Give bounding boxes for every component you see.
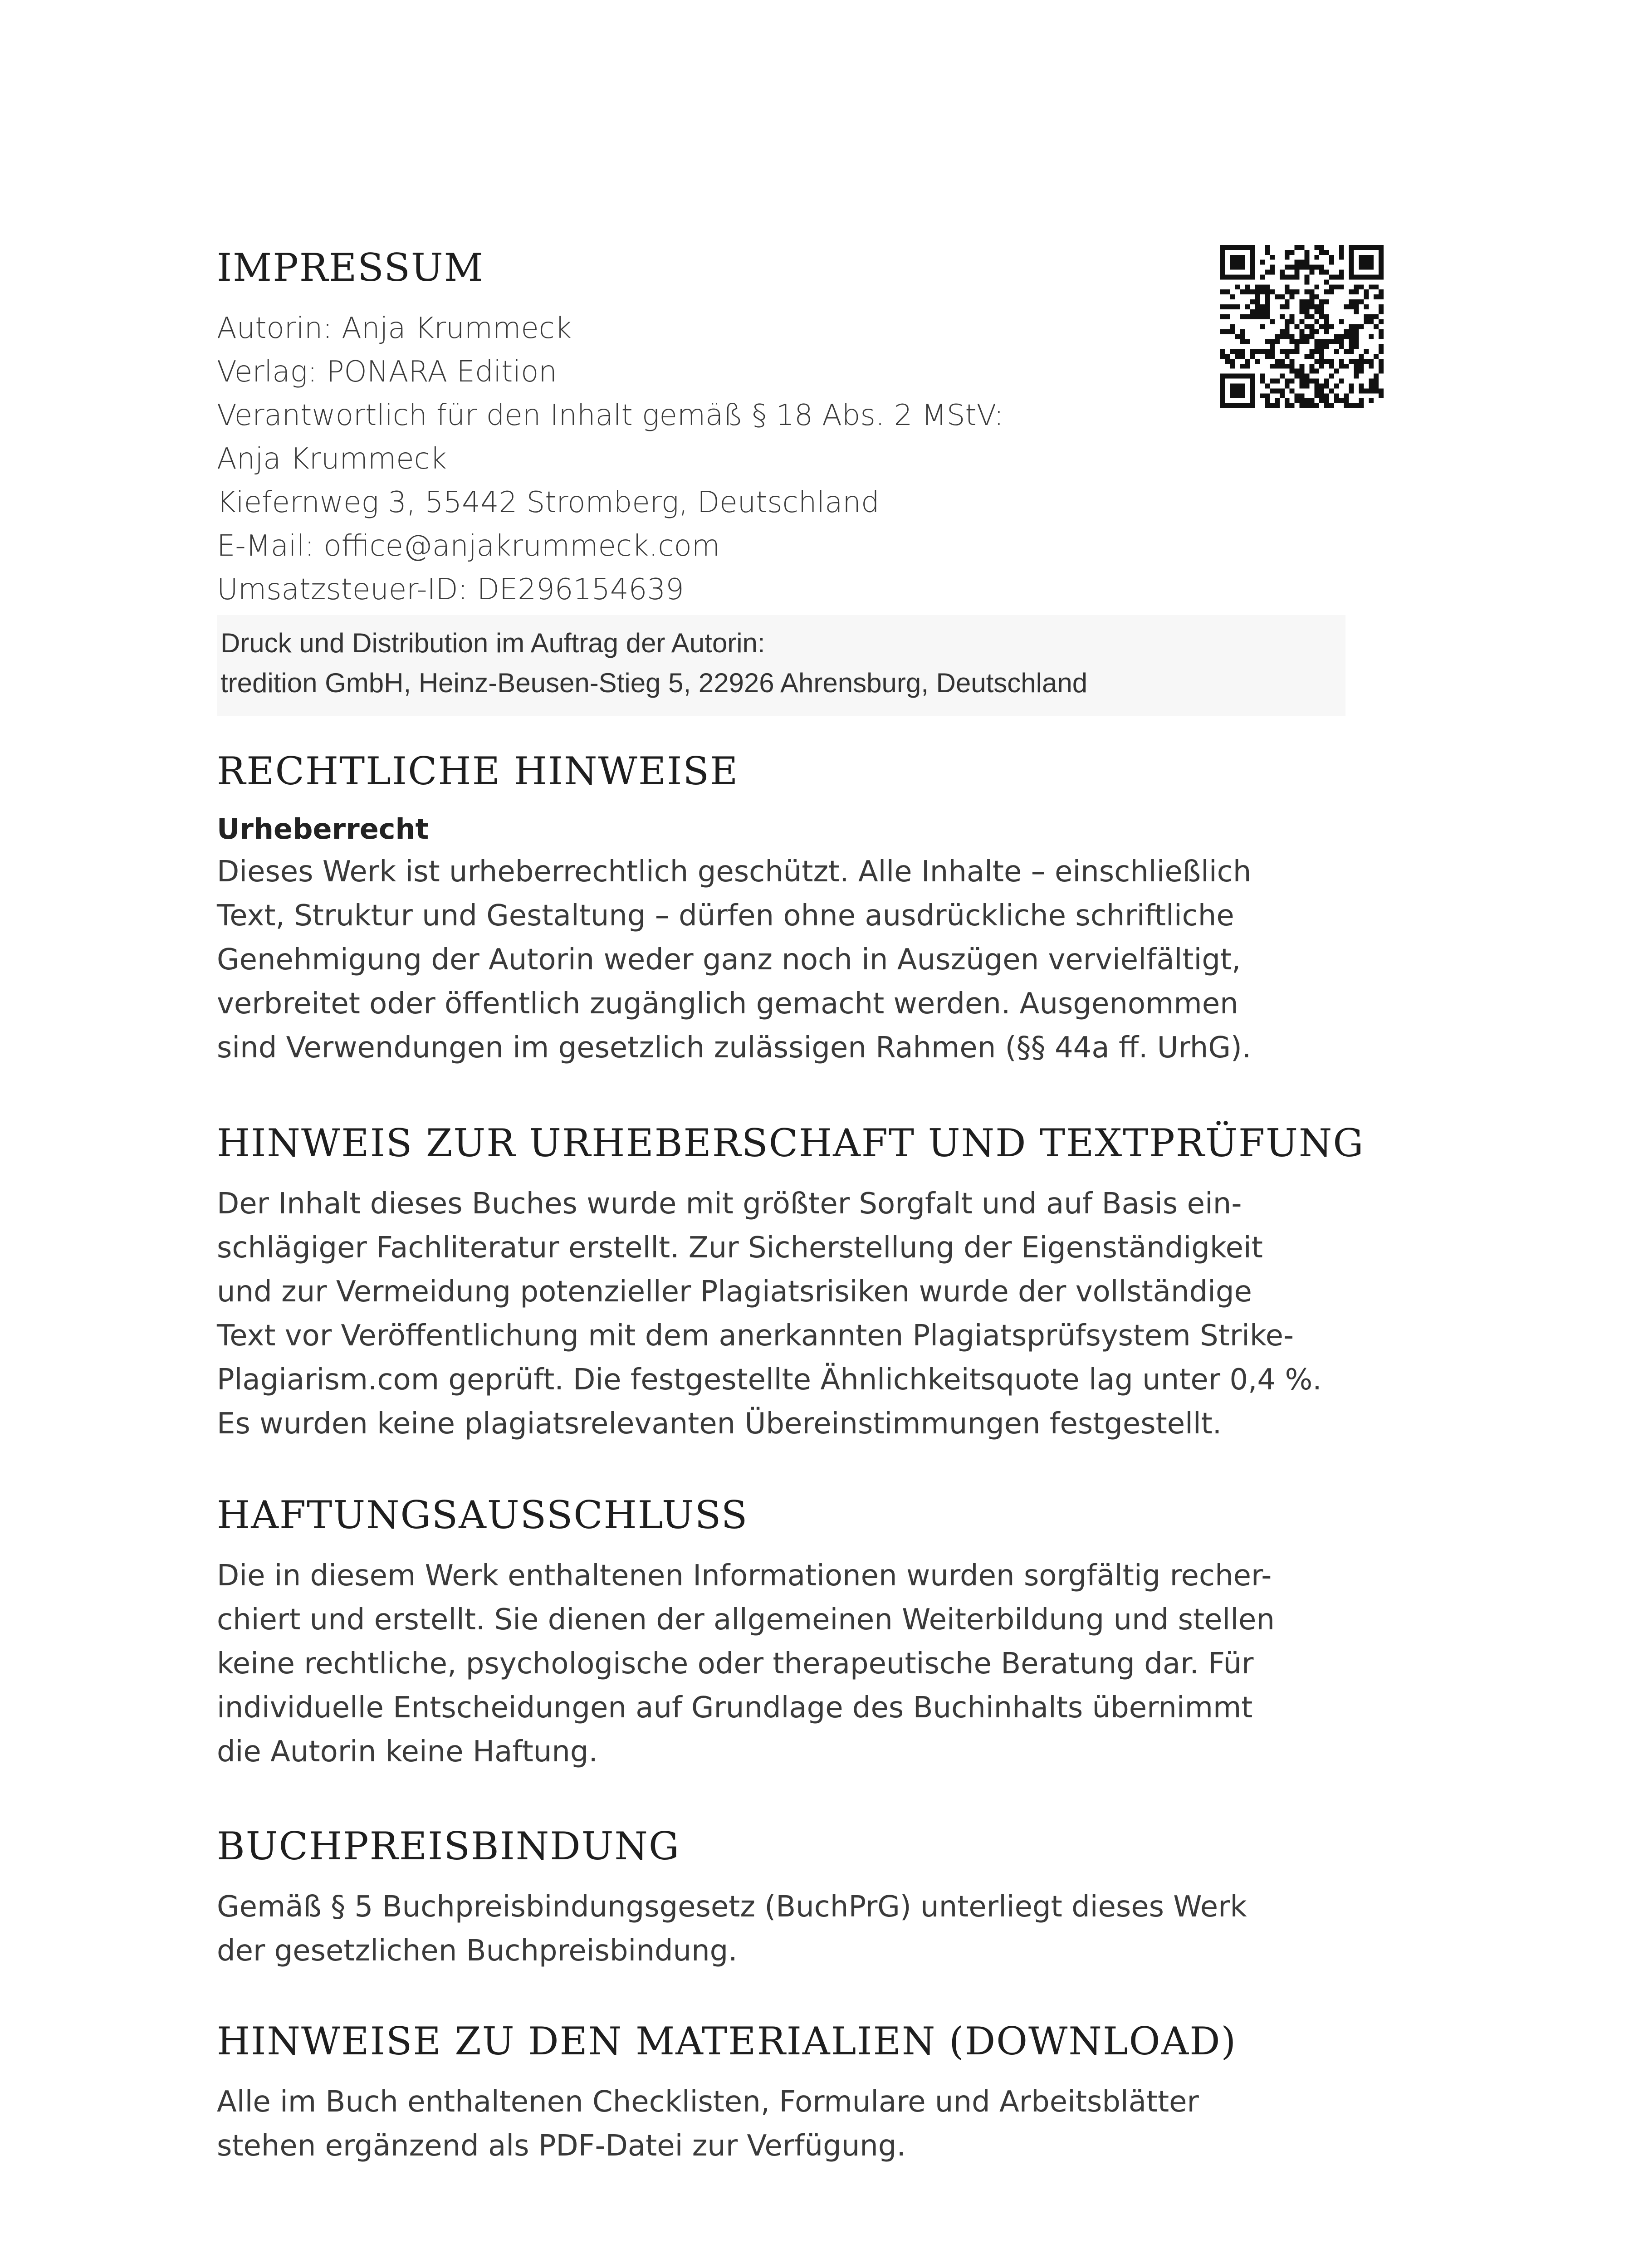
paragraph-line: Text, Struktur und Gestaltung – dürfen ohne ausdrückliche schriftliche [217, 899, 1234, 933]
book-price-section [217, 1819, 1247, 1973]
book-price-paragraph [217, 1885, 1247, 1973]
print-company-line: tredition GmbH, Heinz-Beusen-Stieg 5, 22926 Ahrensburg, Deutschland [220, 668, 1088, 698]
paragraph-line: schlägiger Fachliteratur erstellt. Zur Sicherstellung der Eigenständigkeit [217, 1231, 1263, 1265]
impressum-heading: IMPRESSUM [217, 245, 484, 290]
paragraph-line: Der Inhalt dieses Buches wurde mit größter Sorgfalt und auf Basis ein- [217, 1187, 1242, 1221]
paragraph-line: stehen ergänzend als PDF-Datei zur Verfügung. [217, 2129, 906, 2163]
vat-id-line: Umsatzsteuer-ID: DE296154639 [217, 573, 684, 606]
impressum-section [217, 240, 1345, 716]
legal-notes-heading: RECHTLICHE HINWEISE [217, 749, 739, 793]
paragraph-line: chiert und erstellt. Sie dienen der allgemeinen Weiterbildung und stellen [217, 1603, 1275, 1637]
paragraph-line: der gesetzlichen Buchpreisbindung. [217, 1934, 738, 1968]
disclaimer-section [217, 1488, 1275, 1774]
legal-notes-section [217, 744, 1251, 1070]
paragraph-line: Die in diesem Werk enthaltenen Informationen wurden sorgfältig recher- [217, 1559, 1272, 1593]
print-distribution-line: Druck und Distribution im Auftrag der Autorin: [220, 628, 765, 658]
paragraph-line: Genehmigung der Autorin weder ganz noch in Auszügen vervielfältigt, [217, 943, 1241, 977]
download-heading: HINWEISE ZU DEN MATERIALIEN (DOWNLOAD) [217, 2019, 1237, 2063]
paragraph-line: Dieses Werk ist urheberrechtlich geschützt. Alle Inhalte – einschließlich [217, 855, 1252, 889]
email-line: E-Mail: office@anjakrummeck.com [217, 529, 720, 563]
disclaimer-heading: HAFTUNGSAUSSCHLUSS [217, 1493, 748, 1537]
paragraph-line: die Autorin keine Haftung. [217, 1735, 598, 1769]
book-price-heading: BUCHPREISBINDUNG [217, 1824, 680, 1868]
publisher-line: Verlag: PONARA Edition [217, 355, 557, 389]
download-section [217, 2014, 1237, 2168]
paragraph-line: Es wurden keine plagiatsrelevanten Übereinstimmungen festgestellt. [217, 1407, 1222, 1441]
copyright-subheading: Urheberrecht [217, 812, 429, 846]
responsible-name-line: Anja Krummeck [217, 442, 447, 476]
paragraph-line: Alle im Buch enthaltenen Checklisten, Formulare und Arbeitsblätter [217, 2085, 1199, 2119]
authorship-heading: HINWEIS ZUR URHEBERSCHAFT UND TEXTPRÜFUNG [217, 1121, 1365, 1165]
download-paragraph [217, 2080, 1237, 2168]
address-line: Kiefernweg 3, 55442 Stromberg, Deutschland [217, 486, 880, 519]
authorship-section [217, 1116, 1365, 1446]
responsible-line: Verantwortlich für den Inhalt gemäß § 18 Abs. 2 MStV: [217, 399, 1004, 432]
author-line: Autorin: Anja Krummeck [217, 312, 572, 345]
disclaimer-paragraph [217, 1554, 1275, 1774]
paragraph-line: sind Verwendungen im gesetzlich zulässigen Rahmen (§§ 44a ff. UrhG). [217, 1031, 1252, 1065]
print-distribution-box [217, 615, 1345, 716]
copyright-paragraph [217, 850, 1251, 1070]
paragraph-line: und zur Vermeidung potenzieller Plagiatsrisiken wurde der vollständige [217, 1275, 1252, 1309]
authorship-paragraph [217, 1182, 1365, 1446]
paragraph-line: individuelle Entscheidungen auf Grundlage des Buchinhalts übernimmt [217, 1691, 1253, 1725]
paragraph-line: Gemäß § 5 Buchpreisbindungsgesetz (BuchPrG) unterliegt dieses Werk [217, 1890, 1247, 1924]
paragraph-line: Plagiarism.com geprüft. Die festgestellte Ähnlichkeitsquote lag unter 0,4 %. [217, 1363, 1322, 1397]
paragraph-line: verbreitet oder öffentlich zugänglich gemacht werden. Ausgenommen [217, 987, 1238, 1021]
paragraph-line: Text vor Veröffentlichung mit dem anerkannten Plagiatsprüfsystem Strike- [217, 1319, 1294, 1353]
paragraph-line: keine rechtliche, psychologische oder therapeutische Beratung dar. Für [217, 1647, 1254, 1681]
